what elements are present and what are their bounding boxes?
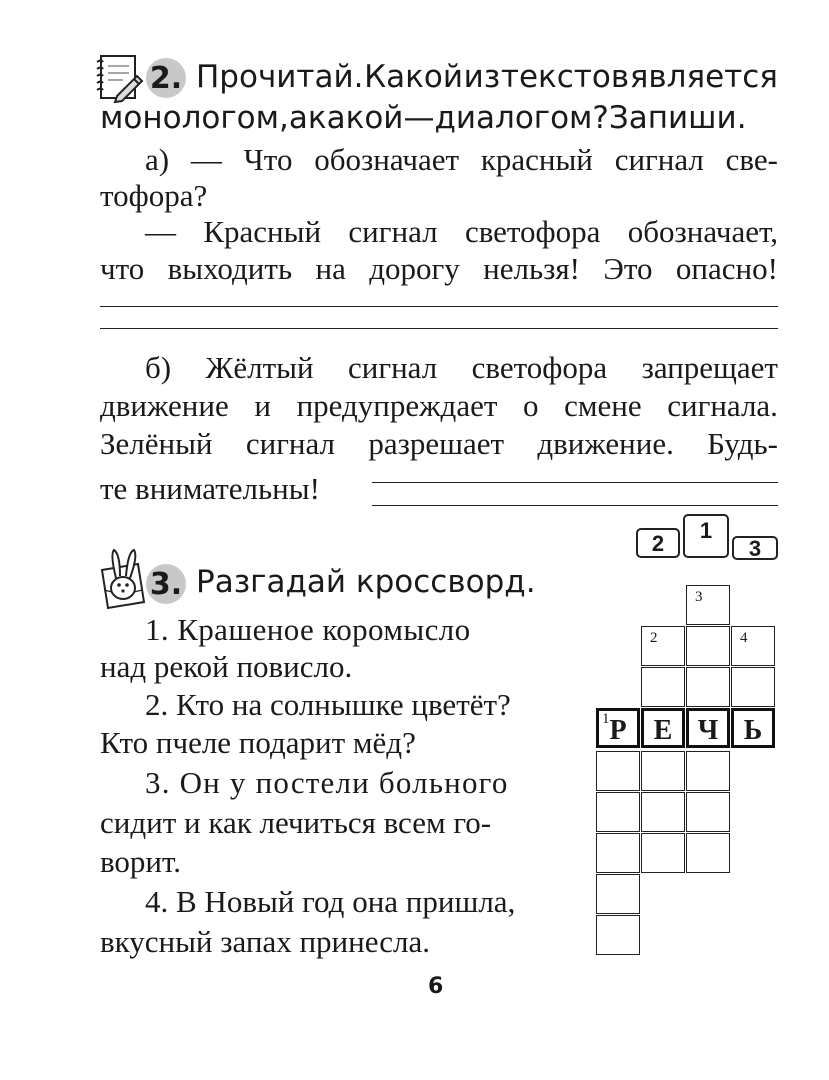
place-3-box: 3 bbox=[732, 536, 778, 560]
crossword-cell[interactable] bbox=[596, 792, 640, 832]
crossword-cell[interactable] bbox=[596, 874, 640, 914]
text-a-line3: — Красный сигнал светофора обозначает, bbox=[145, 214, 778, 249]
riddle-3-line3: ворит. bbox=[100, 844, 181, 879]
task-3-title: Разгадай кроссворд. bbox=[196, 564, 536, 600]
answer-line-a2[interactable] bbox=[100, 328, 778, 329]
crossword-cell[interactable] bbox=[596, 833, 640, 873]
task-2-instruction-line1: Прочитай. Какой из текстов является bbox=[196, 59, 778, 95]
text-a-line2: тофора? bbox=[100, 178, 208, 213]
text-a-line4: что выходить на дорогу нельзя! Это опасно! bbox=[100, 251, 778, 286]
crossword-answer-cell[interactable]: Ь bbox=[731, 708, 775, 748]
task-2-instruction-line2: монологом, а какой — диалогом? Запиши. bbox=[100, 100, 747, 136]
rabbit-icon bbox=[98, 548, 150, 610]
crossword-cell[interactable] bbox=[686, 667, 730, 707]
crossword-cell[interactable] bbox=[641, 751, 685, 791]
place-2-box: 2 bbox=[636, 528, 680, 558]
crossword-cell[interactable] bbox=[686, 833, 730, 873]
riddle-4-line2: вкусный запах принесла. bbox=[100, 924, 431, 959]
page-number: 6 bbox=[428, 974, 444, 999]
answer-line-a1[interactable] bbox=[100, 306, 778, 307]
crossword-cell[interactable]: 3 bbox=[686, 585, 730, 625]
text-a-line1: а) — Что обозначает красный сигнал све- bbox=[145, 142, 778, 177]
riddle-2-line2: Кто пчеле подарит мёд? bbox=[100, 725, 416, 760]
crossword-cell[interactable] bbox=[641, 667, 685, 707]
text-b-line1: б) Жёлтый сигнал светофора запрещает bbox=[145, 350, 778, 385]
place-1-box: 1 bbox=[683, 514, 729, 558]
crossword-answer-cell[interactable]: Ч bbox=[686, 708, 730, 748]
riddle-1-line1: 1. Крашеное коромысло bbox=[145, 612, 471, 647]
crossword-cell[interactable] bbox=[731, 667, 775, 707]
crossword-cell[interactable] bbox=[596, 751, 640, 791]
text-b-line3: Зелёный сигнал разрешает движение. Будь- bbox=[100, 426, 778, 461]
crossword-cell[interactable] bbox=[596, 915, 640, 955]
answer-line-b2[interactable] bbox=[372, 505, 778, 506]
crossword-cell[interactable] bbox=[686, 751, 730, 791]
crossword-cell[interactable] bbox=[641, 833, 685, 873]
crossword-cell[interactable] bbox=[641, 792, 685, 832]
notebook-pencil-icon bbox=[93, 52, 145, 104]
riddle-3-line1: 3. Он у постели больного bbox=[145, 765, 509, 800]
crossword-answer-cell[interactable]: Е bbox=[641, 708, 685, 748]
riddle-1-line2: над рекой повисло. bbox=[100, 649, 353, 684]
task-3-number: 3. bbox=[146, 564, 186, 604]
crossword-cell[interactable]: 4 bbox=[731, 626, 775, 666]
riddle-4-line1: 4. В Новый год она пришла, bbox=[145, 884, 516, 919]
crossword-answer-cell[interactable]: 1 Р bbox=[596, 708, 640, 748]
riddle-3-line2: сидит и как лечиться всем го- bbox=[100, 805, 492, 840]
text-b-line4: те внимательны! bbox=[100, 471, 320, 506]
riddle-2-line1: 2. Кто на солнышке цветёт? bbox=[145, 687, 511, 722]
text-b-line2: движение и предупреждает о смене сигнала. bbox=[100, 388, 778, 423]
answer-line-b1[interactable] bbox=[372, 482, 778, 483]
crossword-cell[interactable] bbox=[686, 792, 730, 832]
crossword-cell[interactable]: 2 bbox=[641, 626, 685, 666]
crossword-cell[interactable] bbox=[686, 626, 730, 666]
task-2-number: 2. bbox=[146, 58, 186, 98]
